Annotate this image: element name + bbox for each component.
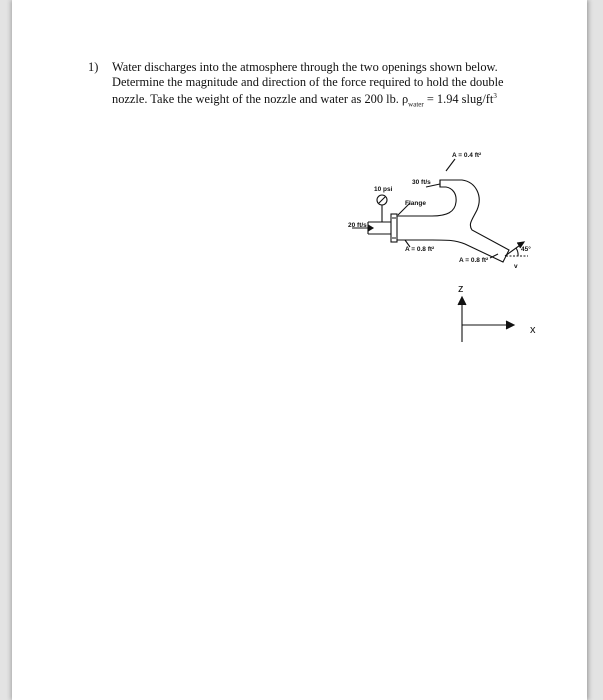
rho-symbol: ρ (401, 92, 409, 107)
angle-label: 45° (521, 246, 531, 253)
area-top-label: A = 0.4 ft² (452, 152, 482, 159)
rho-exponent: 3 (493, 92, 497, 100)
velocity-top-label: 30 ft/s (412, 179, 431, 186)
rho-value-text: = 1.94 slug/ft (423, 92, 494, 107)
problem-line-1: Water discharges into the atmosphere through the two openings shown below. (112, 60, 498, 74)
gauge-needle (379, 197, 385, 203)
inlet-velocity-label: 20 ft/s (348, 222, 367, 229)
angle-arc (516, 248, 518, 256)
problem-line-3-text: nozzle. Take the weight of the nozzle and water as 200 lb. (112, 92, 402, 107)
outlet-velocity-label: v (514, 263, 518, 270)
area-outlet-label: A = 0.8 ft² (459, 257, 489, 264)
flange-label: Flange (405, 200, 426, 207)
x-axis-label: x (530, 324, 536, 336)
problem-line-2: Determine the magnitude and direction of the force required to hold the double (112, 74, 504, 89)
area-top-leader (446, 159, 455, 171)
problem-number: 1) (88, 60, 99, 74)
pressure-label: 10 psi (374, 186, 393, 193)
rho-subscript: water (408, 100, 424, 109)
z-axis-label: z (458, 283, 464, 295)
area-inlet-label: A = 0.8 ft² (405, 246, 435, 253)
